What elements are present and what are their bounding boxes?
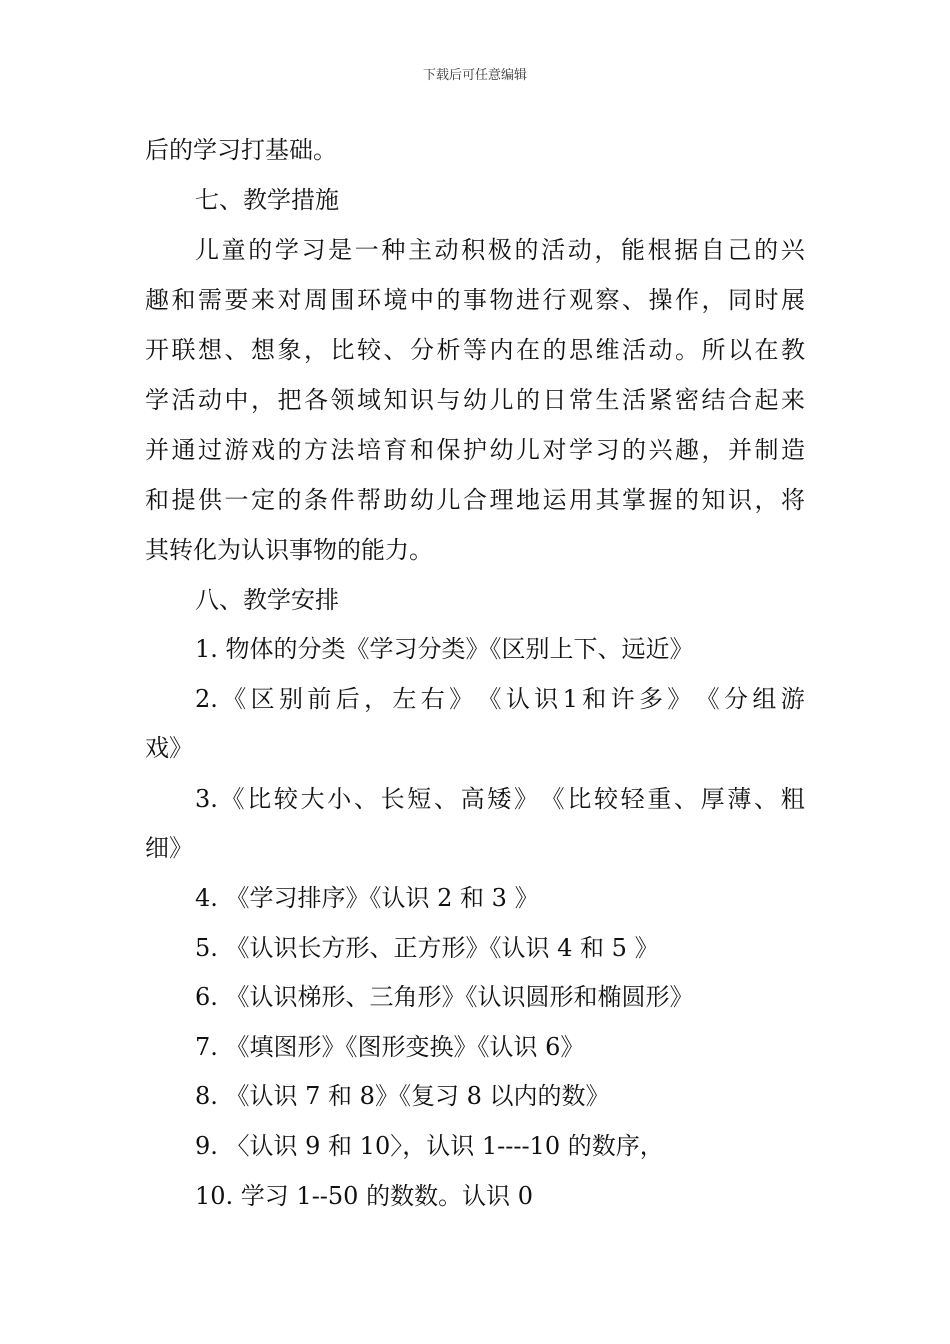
text-glyph: 活 [622, 386, 646, 414]
text-glyph: 学 [274, 236, 299, 264]
paragraph-line [195, 234, 805, 266]
list-item-continuation: 细》 [145, 834, 193, 862]
text-glyph: 幼 [410, 486, 434, 514]
text-glyph: 其 [595, 486, 620, 514]
text-glyph: 地 [516, 486, 540, 514]
text-glyph: 较 [273, 785, 298, 813]
list-item: 1. 物体的分类《学习分类》《区别上下、远近》 [195, 635, 694, 663]
text-glyph: 各 [304, 386, 328, 414]
text-glyph: 儿 [489, 386, 514, 414]
text-glyph: 境 [383, 286, 408, 314]
text-glyph: 重 [647, 785, 672, 813]
text-glyph: ， [594, 236, 619, 264]
list-item: 4. 《学习排序》《认识 2 和 3 》 [195, 884, 539, 912]
text-glyph: 的 [514, 236, 539, 264]
text-glyph: 别 [278, 685, 303, 713]
page-header: 下载后可任意编辑 [422, 68, 527, 83]
text-glyph: 分 [410, 336, 434, 364]
text-glyph: 理 [489, 486, 514, 514]
text-glyph: 矮 [487, 785, 512, 813]
text-glyph: 象 [277, 336, 302, 364]
text-glyph: 的 [542, 336, 567, 364]
text-glyph: 比 [330, 336, 355, 364]
text-glyph: 常 [569, 386, 593, 414]
text-glyph: 析 [436, 336, 461, 364]
text-glyph: ， [754, 486, 779, 514]
text-glyph: 周 [304, 286, 328, 314]
text-glyph: 并 [728, 436, 752, 464]
text-glyph: 维 [595, 336, 620, 364]
text-glyph: 来 [781, 386, 805, 414]
text-glyph: ， [304, 336, 328, 364]
text-glyph: 学 [569, 436, 593, 464]
text-glyph: 儿 [195, 236, 219, 264]
text-glyph: 所 [701, 336, 726, 364]
list-item: 7. 《填图形》《图形变换》《认识 6》 [195, 1033, 585, 1061]
text-glyph: 区 [250, 685, 275, 713]
text-glyph: 和 [171, 286, 196, 314]
text-glyph: 、 [622, 286, 646, 314]
paragraph-line [145, 484, 805, 516]
text-glyph: 中 [410, 286, 434, 314]
text-glyph: 》 [513, 785, 538, 813]
list-item-continuation: 戏》 [145, 734, 193, 762]
text-glyph: 己 [727, 236, 752, 264]
text-glyph: 》 [449, 685, 474, 713]
text-glyph: 动 [648, 336, 673, 364]
text-glyph: 合 [728, 386, 752, 414]
text-glyph: 识 [728, 486, 752, 514]
paragraph-line [145, 334, 805, 366]
text-glyph: 的 [754, 236, 779, 264]
text-glyph: 戏 [251, 436, 275, 464]
text-glyph: 操 [648, 286, 673, 314]
text-glyph: 的 [277, 436, 302, 464]
text-glyph: 环 [357, 286, 381, 314]
text-glyph: 通 [171, 436, 196, 464]
text-glyph: 察 [595, 286, 620, 314]
text-glyph: 游 [780, 685, 805, 713]
text-glyph: 幼 [463, 386, 487, 414]
text-glyph: 分 [724, 685, 749, 713]
text-glyph: ， [251, 386, 275, 414]
text-glyph: 。 [675, 336, 699, 364]
text-glyph: 、 [433, 785, 458, 813]
text-glyph: 需 [198, 286, 222, 314]
text-glyph: 把 [277, 386, 302, 414]
text-glyph: 、 [383, 336, 408, 364]
text-glyph: 领 [330, 386, 355, 414]
text-glyph: 的 [277, 486, 302, 514]
text-glyph: 的 [248, 236, 273, 264]
paragraph-line: 其转化为认识事物的能力。 [145, 536, 433, 564]
text-glyph: 活 [622, 336, 646, 364]
text-glyph: 紧 [648, 386, 673, 414]
text-glyph: 在 [754, 336, 779, 364]
text-glyph: 与 [436, 386, 461, 414]
text-glyph: 习 [595, 436, 620, 464]
text-glyph: 教 [781, 336, 805, 364]
text-glyph: 兴 [780, 236, 805, 264]
text-glyph: 结 [701, 386, 726, 414]
text-glyph: 日 [542, 386, 567, 414]
text-glyph: 积 [461, 236, 486, 264]
text-glyph: 动 [198, 386, 222, 414]
list-item: 5. 《认识长方形、正方形》《认识 4 和 5 》 [195, 934, 659, 962]
text-glyph: 能 [621, 236, 645, 264]
text-glyph: 游 [224, 436, 249, 464]
list-item: 6. 《认识梯形、三角形》《认识圆形和椭圆形》 [195, 983, 694, 1011]
text-glyph: 和 [145, 486, 169, 514]
text-glyph: 右 [420, 685, 445, 713]
text-glyph: 思 [569, 336, 593, 364]
text-glyph: 密 [675, 386, 699, 414]
list-item: 8. 《认识 7 和 8》《复习 8 以内的数》 [195, 1082, 610, 1110]
text-glyph: ， [701, 436, 726, 464]
paragraph-line [145, 384, 805, 416]
text-glyph: 供 [198, 486, 222, 514]
text-glyph: 培 [357, 436, 381, 464]
text-glyph: 一 [354, 236, 379, 264]
text-glyph: ， [364, 685, 389, 713]
text-glyph: 以 [728, 336, 752, 364]
text-glyph: 长 [380, 785, 405, 813]
text-glyph: 、 [224, 336, 249, 364]
text-glyph: 许 [610, 685, 635, 713]
text-glyph: 知 [701, 486, 726, 514]
text-glyph: 等 [463, 336, 487, 364]
text-glyph: 比 [247, 785, 272, 813]
text-glyph: 件 [330, 486, 355, 514]
text-glyph: 认 [505, 685, 530, 713]
text-glyph: 联 [171, 336, 196, 364]
text-glyph: 造 [781, 436, 805, 464]
text-glyph: 帮 [357, 486, 381, 514]
text-glyph: 粗 [780, 785, 805, 813]
text-glyph: 短 [407, 785, 432, 813]
text-glyph: 《 [540, 785, 565, 813]
text-glyph: 的 [675, 486, 699, 514]
text-glyph: 趣 [145, 286, 169, 314]
text-glyph: 并 [145, 436, 169, 464]
text-glyph: 》 [667, 685, 692, 713]
text-glyph: 3. [195, 785, 218, 813]
section-heading: 七、教学措施 [195, 186, 339, 214]
text-glyph: 围 [330, 286, 355, 314]
text-glyph: 对 [542, 436, 567, 464]
text-glyph: 展 [781, 286, 805, 314]
text-glyph: 掌 [622, 486, 646, 514]
text-glyph: 《 [222, 685, 247, 713]
text-glyph: ， [701, 286, 726, 314]
text-glyph: 1 [562, 685, 578, 713]
text-glyph: 作 [675, 286, 699, 314]
text-glyph: 想 [251, 336, 275, 364]
text-glyph: 法 [330, 436, 355, 464]
text-glyph: 高 [460, 785, 485, 813]
text-glyph: 活 [541, 236, 566, 264]
text-glyph: 在 [516, 336, 540, 364]
text-glyph: 合 [463, 486, 487, 514]
text-glyph: 、 [674, 785, 698, 813]
text-glyph: 据 [674, 236, 699, 264]
paragraph-line [145, 284, 805, 316]
text-glyph: 将 [781, 486, 805, 514]
text-glyph: 握 [648, 486, 673, 514]
text-glyph: 开 [145, 336, 169, 364]
text-glyph: 制 [754, 436, 779, 464]
text-glyph: 2. [195, 685, 218, 713]
text-glyph: 极 [487, 236, 512, 264]
text-glyph: 知 [383, 386, 408, 414]
text-glyph: 过 [198, 436, 222, 464]
text-glyph: 小 [327, 785, 352, 813]
text-glyph: 左 [392, 685, 417, 713]
text-glyph: 活 [171, 386, 196, 414]
text-glyph: 《 [695, 685, 720, 713]
text-glyph: 后 [335, 685, 360, 713]
text-glyph: 动 [567, 236, 592, 264]
text-glyph: 中 [224, 386, 249, 414]
text-glyph: 动 [434, 236, 459, 264]
text-glyph: 自 [700, 236, 725, 264]
text-glyph: 识 [410, 386, 434, 414]
text-glyph: 条 [304, 486, 328, 514]
text-glyph: 域 [357, 386, 381, 414]
text-glyph: 习 [301, 236, 326, 264]
text-glyph: 主 [408, 236, 432, 264]
text-glyph: 护 [463, 436, 487, 464]
text-glyph: 生 [595, 386, 620, 414]
text-glyph: 起 [754, 386, 779, 414]
text-glyph: 的 [622, 436, 646, 464]
text-glyph: 幼 [489, 436, 514, 464]
text-glyph: 前 [307, 685, 332, 713]
text-glyph: 的 [516, 386, 540, 414]
text-glyph: 事 [463, 286, 487, 314]
text-glyph: 童 [221, 236, 246, 264]
text-glyph: 保 [436, 436, 461, 464]
text-glyph: 方 [304, 436, 328, 464]
text-glyph: 想 [198, 336, 222, 364]
text-glyph: 是 [328, 236, 353, 264]
text-glyph: 观 [569, 286, 593, 314]
text-glyph: 根 [647, 236, 672, 264]
text-glyph: 时 [754, 286, 779, 314]
text-glyph: 薄 [727, 785, 752, 813]
text-glyph: 行 [542, 286, 567, 314]
text-glyph: 内 [489, 336, 514, 364]
text-glyph: 轻 [620, 785, 645, 813]
text-glyph: 育 [383, 436, 408, 464]
text-glyph: 较 [357, 336, 381, 364]
list-item: 10. 学习 1--50 的数数。认识 0 [195, 1182, 533, 1210]
text-glyph: 种 [381, 236, 406, 264]
text-glyph: 同 [728, 286, 752, 314]
text-glyph: 多 [638, 685, 663, 713]
text-glyph: 趣 [675, 436, 699, 464]
text-glyph: 、 [754, 785, 779, 813]
text-glyph: 、 [353, 785, 378, 813]
list-item: 9. 〈认识 9 和 10〉，认识 1----10 的数序， [195, 1132, 664, 1160]
text-glyph: 一 [224, 486, 249, 514]
text-glyph: 物 [489, 286, 514, 314]
text-glyph: 《 [477, 685, 502, 713]
text-glyph: 用 [569, 486, 593, 514]
text-glyph: 助 [383, 486, 408, 514]
section-heading: 八、教学安排 [195, 586, 339, 614]
text-glyph: 运 [542, 486, 567, 514]
text-glyph: 进 [516, 286, 540, 314]
text-glyph: 对 [277, 286, 302, 314]
text-line: 后的学习打基础。 [145, 136, 337, 164]
text-glyph: 定 [251, 486, 275, 514]
text-glyph: 《 [220, 785, 245, 813]
text-glyph: 要 [224, 286, 249, 314]
text-glyph: 大 [300, 785, 325, 813]
text-glyph: 儿 [516, 436, 540, 464]
text-glyph: 提 [171, 486, 196, 514]
text-glyph: 厚 [700, 785, 725, 813]
text-glyph: 较 [593, 785, 618, 813]
text-glyph: 和 [582, 685, 607, 713]
text-glyph: 和 [410, 436, 434, 464]
text-glyph: 兴 [648, 436, 673, 464]
text-glyph: 的 [436, 286, 461, 314]
text-glyph: 学 [145, 386, 169, 414]
paragraph-line [145, 434, 805, 466]
list-item [195, 683, 805, 715]
text-glyph: 儿 [436, 486, 461, 514]
text-glyph: 来 [251, 286, 275, 314]
text-glyph: 比 [567, 785, 592, 813]
text-glyph: 识 [534, 685, 559, 713]
list-item [195, 783, 805, 815]
text-glyph: 组 [752, 685, 777, 713]
